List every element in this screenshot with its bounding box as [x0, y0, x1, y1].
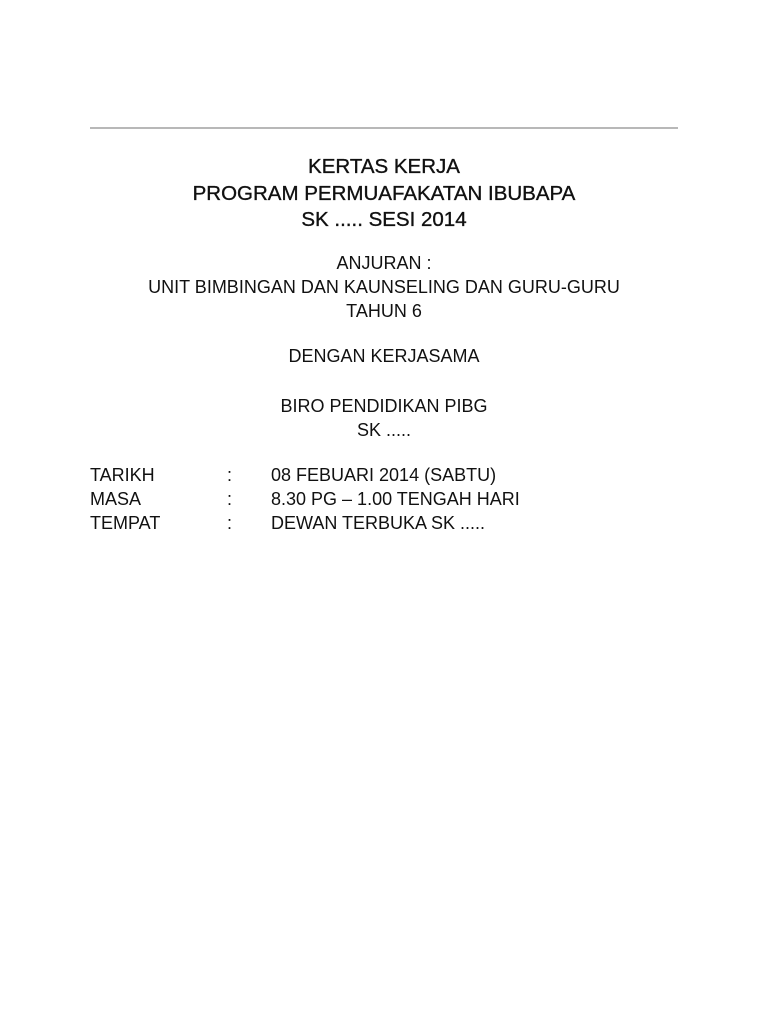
detail-value: 8.30 PG – 1.00 TENGAH HARI [271, 489, 520, 509]
event-details [90, 463, 520, 535]
detail-value: 08 FEBUARI 2014 (SABTU) [271, 465, 497, 485]
detail-label: TARIKH [90, 465, 155, 485]
collaboration-text: DENGAN KERJASAMA [288, 346, 480, 366]
detail-separator: : [227, 489, 233, 509]
title-line-1: KERTAS KERJA [308, 155, 460, 178]
detail-value: DEWAN TERBUKA SK ..... [271, 513, 486, 533]
header-rule [90, 127, 678, 129]
organizer-block [0, 251, 768, 323]
title-line-3: SK ..... SESI 2014 [301, 208, 467, 231]
organizer-label: ANJURAN : [336, 253, 432, 273]
detail-separator: : [227, 465, 233, 485]
detail-row-venue [90, 511, 520, 535]
bureau-block [0, 394, 768, 442]
bureau-line-2: SK ..... [356, 420, 412, 440]
organizer-line-2: TAHUN 6 [346, 301, 422, 321]
detail-row-date [90, 463, 520, 487]
detail-label: TEMPAT [90, 513, 161, 533]
bureau-line-1: BIRO PENDIDIKAN PIBG [280, 396, 488, 416]
detail-separator: : [227, 513, 233, 533]
detail-label: MASA [90, 489, 142, 509]
detail-row-time [90, 487, 520, 511]
title-line-2: PROGRAM PERMUAFAKATAN IBUBAPA [192, 181, 576, 205]
document-title [0, 154, 768, 234]
organizer-line-1: UNIT BIMBINGAN DAN KAUNSELING DAN GURU-GURU [148, 277, 620, 297]
